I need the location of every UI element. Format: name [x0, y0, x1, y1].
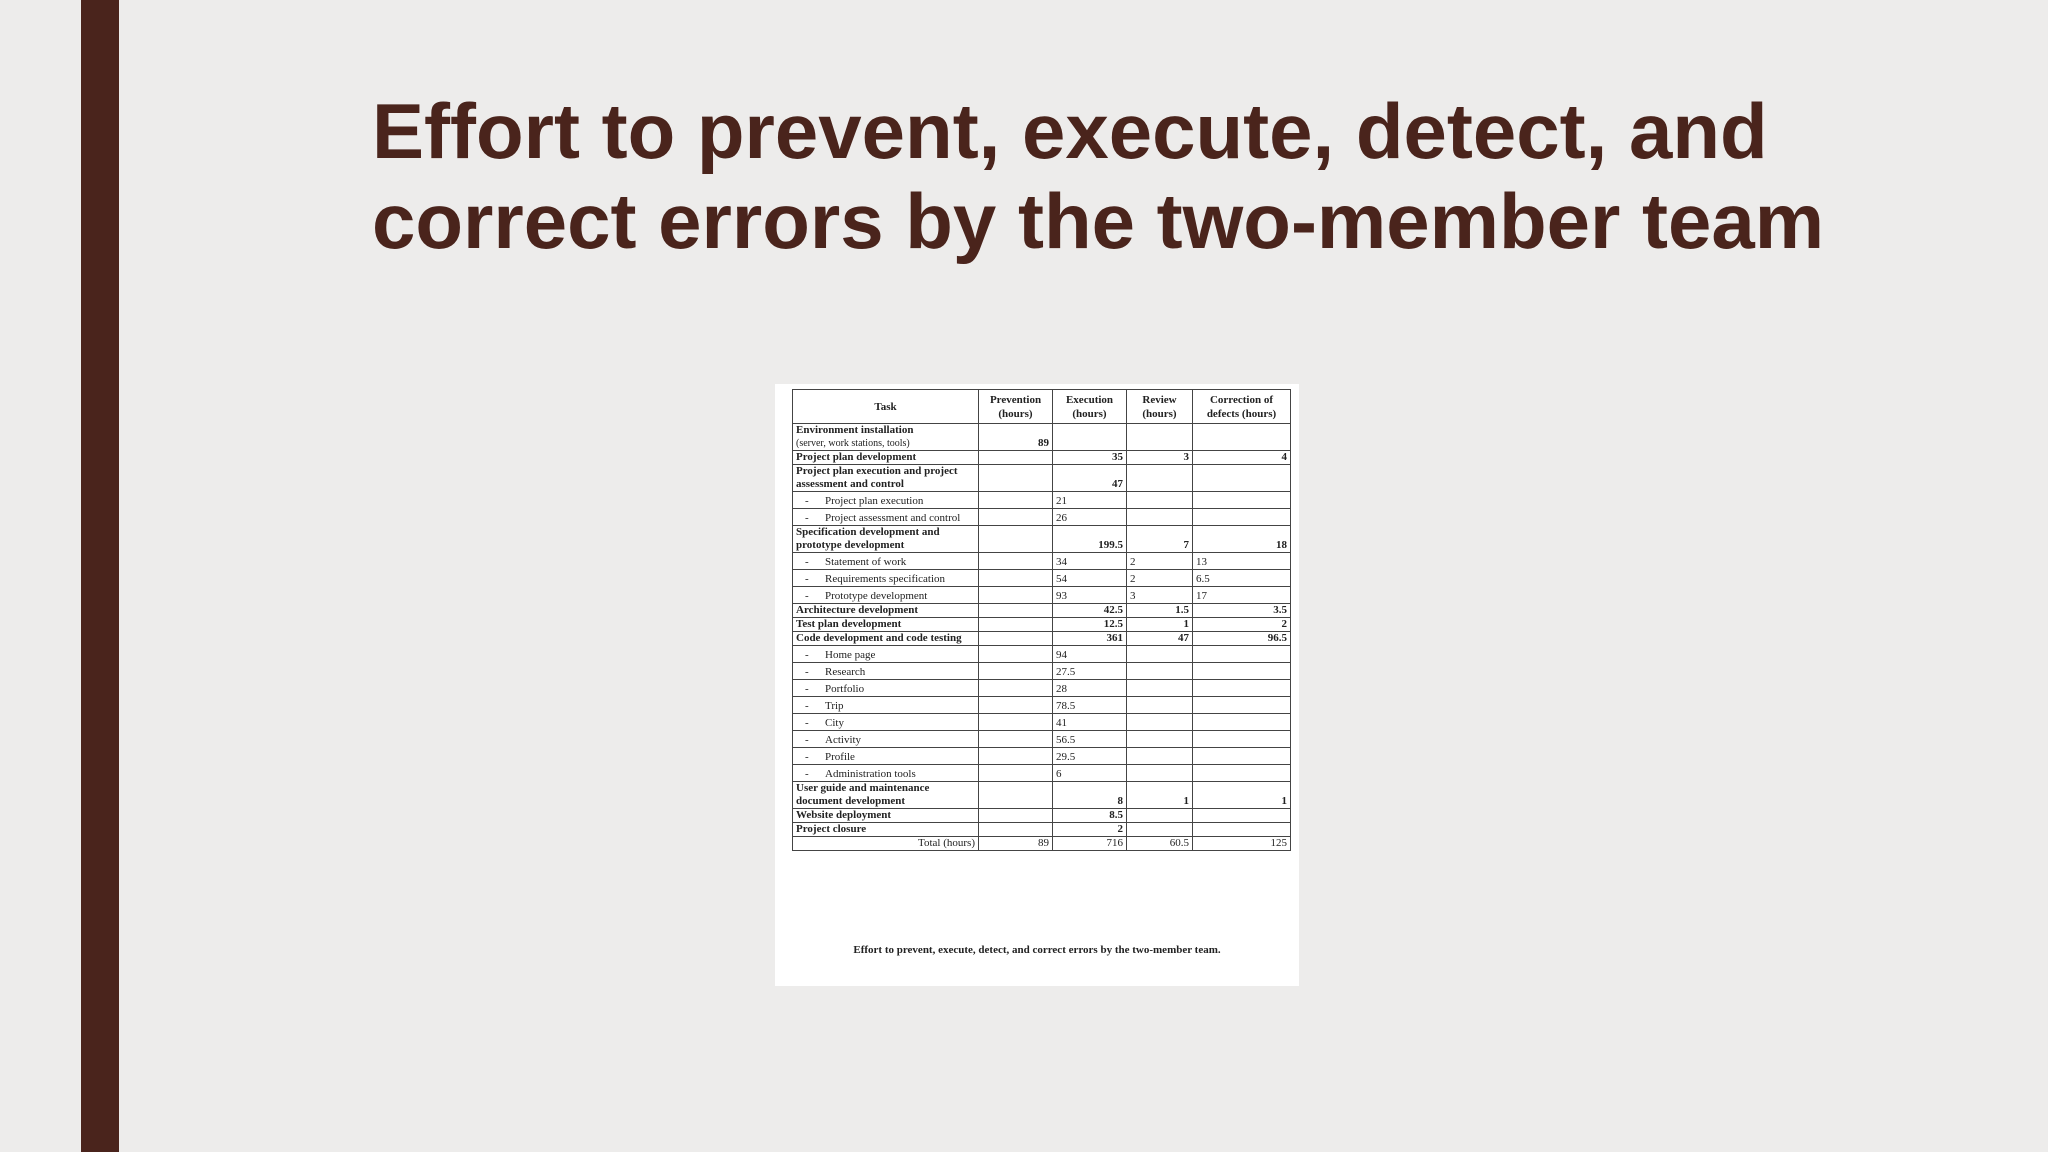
task-label: Project plan execution [825, 495, 924, 507]
task-label: Website deployment [796, 809, 892, 821]
header-task: Task [793, 390, 979, 424]
task-label: Code development and code testing [796, 632, 962, 644]
correction-hours-cell: 96.5 [1193, 632, 1291, 646]
header-correction: Correction of defects (hours) [1193, 390, 1291, 424]
task-cell [793, 465, 979, 492]
task-cell [793, 509, 979, 526]
execution-hours-cell: 47 [1053, 465, 1127, 492]
review-hours-cell [1127, 731, 1193, 748]
prevention-hours-cell [979, 632, 1053, 646]
correction-hours-cell [1193, 697, 1291, 714]
subtask-marker: - [805, 495, 809, 507]
prevention-hours-cell [979, 618, 1053, 632]
review-hours-cell: 1 [1127, 618, 1193, 632]
execution-hours-cell: 78.5 [1053, 697, 1127, 714]
subtask-marker: - [805, 649, 809, 661]
task-cell [793, 570, 979, 587]
prevention-hours-cell [979, 451, 1053, 465]
correction-hours-cell [1193, 765, 1291, 782]
table-subtask-row [793, 680, 1291, 697]
task-label: Portfolio [825, 683, 865, 695]
execution-hours-cell: 42.5 [1053, 604, 1127, 618]
execution-hours-cell: 6 [1053, 765, 1127, 782]
correction-hours-cell [1193, 424, 1291, 451]
task-label: Project closure [796, 823, 867, 835]
table-row [793, 632, 1291, 646]
review-hours-cell [1127, 465, 1193, 492]
prevention-hours-cell [979, 765, 1053, 782]
task-note: (server, work stations, tools) [796, 438, 910, 449]
task-cell [793, 646, 979, 663]
review-hours-cell: 2 [1127, 570, 1193, 587]
correction-hours-cell [1193, 465, 1291, 492]
correction-hours-cell [1193, 809, 1291, 823]
correction-hours-cell [1193, 492, 1291, 509]
correction-hours-cell: 6.5 [1193, 570, 1291, 587]
review-hours-cell [1127, 748, 1193, 765]
task-label: User guide and maintenance document development [796, 782, 930, 807]
table-row [793, 823, 1291, 837]
table-row [793, 451, 1291, 465]
task-cell [793, 492, 979, 509]
prevention-hours-cell [979, 782, 1053, 809]
task-cell [793, 748, 979, 765]
correction-hours-cell [1193, 509, 1291, 526]
review-hours-cell [1127, 823, 1193, 837]
task-label: Architecture development [796, 604, 919, 616]
execution-hours-cell: 56.5 [1053, 731, 1127, 748]
execution-hours-cell: 26 [1053, 509, 1127, 526]
task-cell [793, 553, 979, 570]
task-label: Research [825, 666, 866, 678]
task-cell [793, 424, 979, 451]
review-hours-cell [1127, 663, 1193, 680]
task-cell [793, 697, 979, 714]
execution-hours-cell: 34 [1053, 553, 1127, 570]
task-cell [793, 765, 979, 782]
prevention-hours-cell [979, 680, 1053, 697]
execution-hours-cell: 8 [1053, 782, 1127, 809]
review-hours-cell [1127, 492, 1193, 509]
prevention-hours-cell [979, 748, 1053, 765]
table-row [793, 604, 1291, 618]
review-hours-cell [1127, 646, 1193, 663]
execution-hours-cell: 27.5 [1053, 663, 1127, 680]
correction-hours-cell [1193, 823, 1291, 837]
task-label: Profile [825, 751, 855, 763]
table-row [793, 809, 1291, 823]
task-label: Home page [825, 649, 876, 661]
header-execution: Execution (hours) [1053, 390, 1127, 424]
table-subtask-row [793, 765, 1291, 782]
task-label: Project plan development [796, 451, 917, 463]
task-label: Test plan development [796, 618, 902, 630]
prevention-hours-cell: 89 [979, 837, 1053, 851]
table-caption: Effort to prevent, execute, detect, and correct errors by the two-member team. [853, 944, 1221, 956]
subtask-marker: - [805, 683, 809, 695]
review-hours-cell [1127, 424, 1193, 451]
review-hours-cell [1127, 509, 1193, 526]
header-review: Review (hours) [1127, 390, 1193, 424]
execution-hours-cell: 93 [1053, 587, 1127, 604]
review-hours-cell: 47 [1127, 632, 1193, 646]
task-cell [793, 680, 979, 697]
correction-hours-cell [1193, 680, 1291, 697]
slide-title-line-2: correct errors by the two-member team [372, 177, 1825, 265]
correction-hours-cell: 1 [1193, 782, 1291, 809]
execution-hours-cell: 716 [1053, 837, 1127, 851]
review-hours-cell [1127, 714, 1193, 731]
subtask-marker: - [805, 717, 809, 729]
slide-title [372, 86, 1932, 266]
subtask-marker: - [805, 666, 809, 678]
table-subtask-row [793, 697, 1291, 714]
correction-hours-cell: 2 [1193, 618, 1291, 632]
prevention-hours-cell [979, 570, 1053, 587]
subtask-marker: - [805, 768, 809, 780]
subtask-marker: - [805, 573, 809, 585]
table-subtask-row [793, 553, 1291, 570]
prevention-hours-cell [979, 823, 1053, 837]
correction-hours-cell: 4 [1193, 451, 1291, 465]
execution-hours-cell: 21 [1053, 492, 1127, 509]
prevention-hours-cell: 89 [979, 424, 1053, 451]
subtask-marker: - [805, 556, 809, 568]
prevention-hours-cell [979, 587, 1053, 604]
task-cell [793, 823, 979, 837]
task-label: Activity [825, 734, 862, 746]
prevention-hours-cell [979, 526, 1053, 553]
table-subtask-row [793, 587, 1291, 604]
review-hours-cell [1127, 680, 1193, 697]
execution-hours-cell: 12.5 [1053, 618, 1127, 632]
task-label: Project plan execution and project assessment and control [796, 465, 958, 490]
subtask-marker: - [805, 512, 809, 524]
task-cell [793, 663, 979, 680]
slide-title-line-1: Effort to prevent, execute, detect, and [372, 87, 1768, 175]
prevention-hours-cell [979, 809, 1053, 823]
review-hours-cell: 2 [1127, 553, 1193, 570]
table-row [793, 782, 1291, 809]
table-row [793, 465, 1291, 492]
prevention-hours-cell [979, 492, 1053, 509]
prevention-hours-cell [979, 731, 1053, 748]
review-hours-cell: 60.5 [1127, 837, 1193, 851]
correction-hours-cell [1193, 646, 1291, 663]
correction-hours-cell [1193, 714, 1291, 731]
correction-hours-cell [1193, 663, 1291, 680]
task-cell [793, 526, 979, 553]
task-label: City [825, 717, 844, 729]
task-label: Prototype development [825, 590, 928, 602]
correction-hours-cell [1193, 748, 1291, 765]
task-cell [793, 587, 979, 604]
task-label: Trip [825, 700, 844, 712]
table-subtask-row [793, 509, 1291, 526]
task-label: Total (hours) [918, 837, 975, 849]
review-hours-cell: 1 [1127, 782, 1193, 809]
execution-hours-cell: 2 [1053, 823, 1127, 837]
review-hours-cell: 1.5 [1127, 604, 1193, 618]
task-cell [793, 782, 979, 809]
effort-table-figure [775, 384, 1299, 986]
table-subtask-row [793, 570, 1291, 587]
table-subtask-row [793, 714, 1291, 731]
table-header-row [793, 390, 1291, 424]
task-label: Statement of work [825, 556, 907, 568]
table-row [793, 618, 1291, 632]
task-cell [793, 731, 979, 748]
review-hours-cell: 7 [1127, 526, 1193, 553]
prevention-hours-cell [979, 553, 1053, 570]
review-hours-cell [1127, 765, 1193, 782]
task-cell [793, 604, 979, 618]
execution-hours-cell: 35 [1053, 451, 1127, 465]
header-prevention: Prevention (hours) [979, 390, 1053, 424]
prevention-hours-cell [979, 663, 1053, 680]
execution-hours-cell: 41 [1053, 714, 1127, 731]
review-hours-cell: 3 [1127, 451, 1193, 465]
prevention-hours-cell [979, 697, 1053, 714]
subtask-marker: - [805, 734, 809, 746]
correction-hours-cell: 17 [1193, 587, 1291, 604]
prevention-hours-cell [979, 714, 1053, 731]
table-subtask-row [793, 748, 1291, 765]
execution-hours-cell [1053, 424, 1127, 451]
execution-hours-cell: 8.5 [1053, 809, 1127, 823]
task-label: Project assessment and control [825, 512, 961, 524]
task-cell [793, 714, 979, 731]
execution-hours-cell: 199.5 [1053, 526, 1127, 553]
execution-hours-cell: 29.5 [1053, 748, 1127, 765]
effort-table [792, 389, 1291, 851]
accent-side-bar [81, 0, 119, 1152]
table-row [793, 526, 1291, 553]
table-subtask-row [793, 492, 1291, 509]
effort-table-body [793, 424, 1291, 851]
task-cell [793, 837, 979, 851]
table-subtask-row [793, 731, 1291, 748]
execution-hours-cell: 94 [1053, 646, 1127, 663]
table-total-row [793, 837, 1291, 851]
table-subtask-row [793, 646, 1291, 663]
review-hours-cell [1127, 809, 1193, 823]
correction-hours-cell: 125 [1193, 837, 1291, 851]
table-subtask-row [793, 663, 1291, 680]
review-hours-cell: 3 [1127, 587, 1193, 604]
correction-hours-cell: 3.5 [1193, 604, 1291, 618]
task-cell [793, 618, 979, 632]
subtask-marker: - [805, 590, 809, 602]
subtask-marker: - [805, 751, 809, 763]
correction-hours-cell [1193, 731, 1291, 748]
prevention-hours-cell [979, 509, 1053, 526]
task-cell [793, 809, 979, 823]
prevention-hours-cell [979, 604, 1053, 618]
execution-hours-cell: 28 [1053, 680, 1127, 697]
prevention-hours-cell [979, 646, 1053, 663]
task-label: Specification development and prototype development [796, 526, 940, 551]
prevention-hours-cell [979, 465, 1053, 492]
task-cell [793, 632, 979, 646]
task-label: Administration tools [825, 768, 916, 780]
execution-hours-cell: 54 [1053, 570, 1127, 587]
task-label: Requirements specification [825, 573, 946, 585]
execution-hours-cell: 361 [1053, 632, 1127, 646]
review-hours-cell [1127, 697, 1193, 714]
correction-hours-cell: 18 [1193, 526, 1291, 553]
correction-hours-cell: 13 [1193, 553, 1291, 570]
task-label: Environment installation [796, 424, 914, 436]
subtask-marker: - [805, 700, 809, 712]
table-row [793, 424, 1291, 451]
task-cell [793, 451, 979, 465]
